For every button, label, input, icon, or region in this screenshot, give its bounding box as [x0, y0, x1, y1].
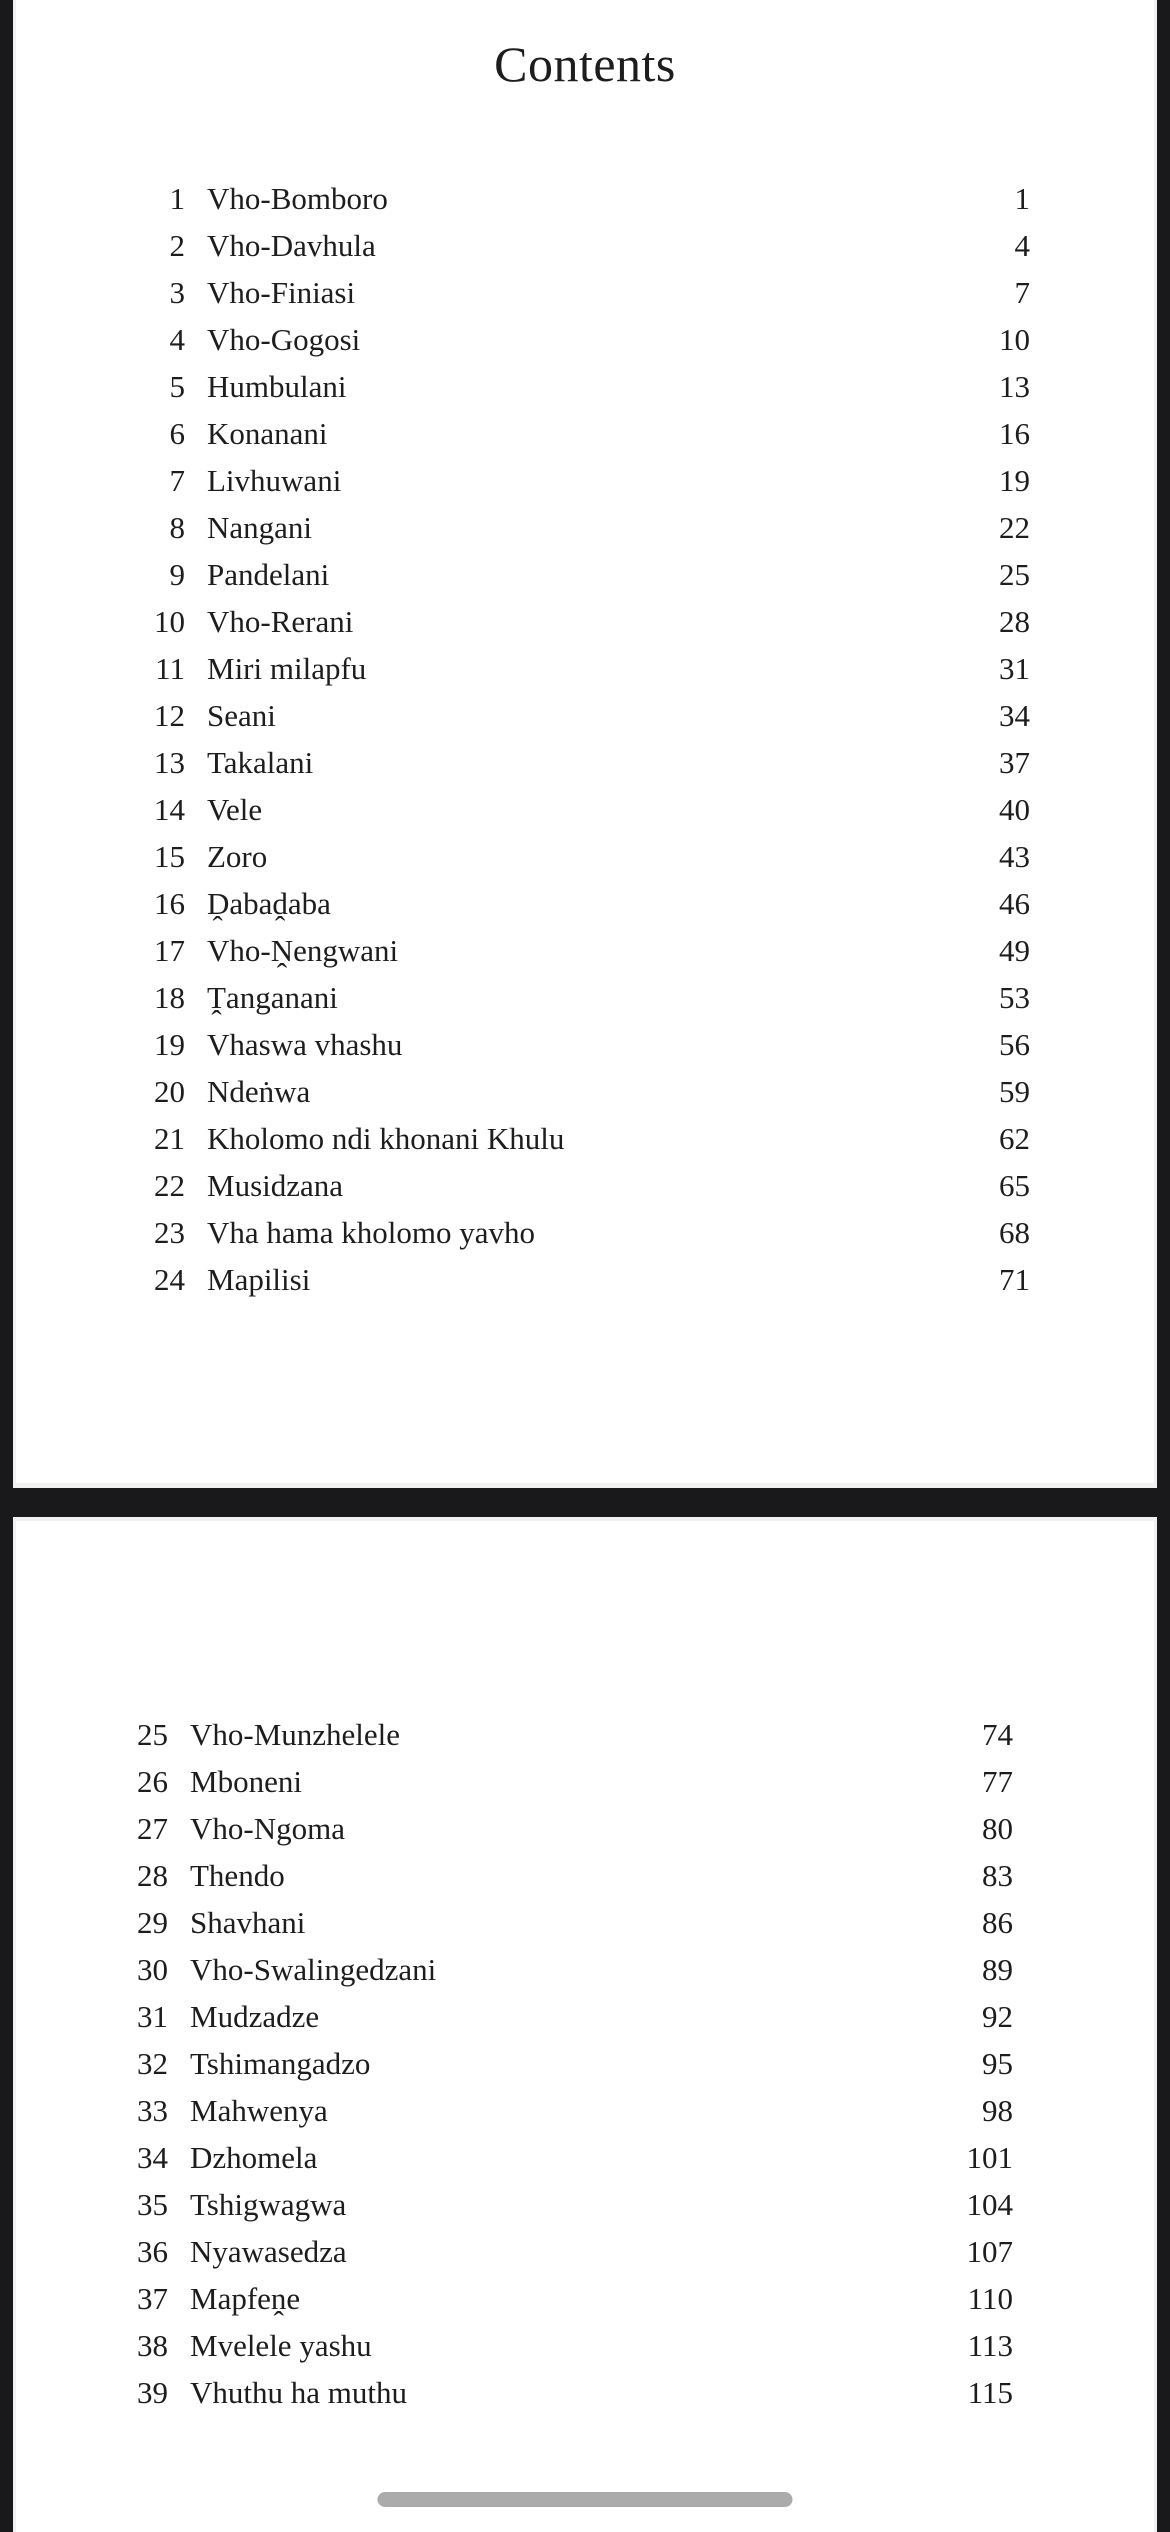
toc-entry[interactable] [115, 363, 1030, 410]
chapter-title: Mudzadze [190, 1999, 320, 2034]
toc-entry[interactable] [98, 2087, 1013, 2134]
chapter-title: Konanani [207, 416, 328, 451]
toc-entry[interactable] [115, 786, 1030, 833]
chapter-page-number: 28 [999, 604, 1030, 639]
chapter-number: 18 [154, 980, 185, 1015]
toc-entry[interactable] [115, 504, 1030, 551]
chapter-page-number: 115 [967, 2375, 1013, 2410]
chapter-number: 6 [169, 416, 185, 451]
chapter-number: 20 [154, 1074, 185, 1109]
chapter-title: Vho-Munzhelele [190, 1717, 401, 1752]
chapter-page-number: 1 [1014, 181, 1030, 216]
chapter-number: 14 [154, 792, 185, 827]
chapter-page-number: 80 [982, 1811, 1013, 1846]
chapter-number: 17 [154, 933, 185, 968]
toc-entry[interactable] [115, 175, 1030, 222]
toc-entry[interactable] [115, 598, 1030, 645]
toc-entry[interactable] [115, 1162, 1030, 1209]
contents-title: Contents [494, 36, 676, 92]
toc-entry[interactable] [115, 457, 1030, 504]
toc-entry[interactable] [115, 1209, 1030, 1256]
chapter-title: Vele [207, 792, 263, 827]
toc-entry[interactable] [98, 1993, 1013, 2040]
chapter-title: Ṱanganani [207, 980, 338, 1015]
toc-entry[interactable] [98, 1899, 1013, 1946]
chapter-page-number: 53 [999, 980, 1030, 1015]
chapter-page-number: 101 [966, 2140, 1013, 2175]
chapter-number: 7 [169, 463, 185, 498]
chapter-number: 16 [154, 886, 185, 921]
chapter-number: 23 [154, 1215, 185, 1250]
chapter-number: 2 [169, 228, 185, 263]
chapter-page-number: 83 [982, 1858, 1013, 1893]
chapter-number: 22 [154, 1168, 185, 1203]
chapter-title: Vho-Finiasi [207, 275, 356, 310]
chapter-title: Nangani [207, 510, 313, 545]
toc-entry[interactable] [98, 2275, 1013, 2322]
toc-entry[interactable] [115, 1068, 1030, 1115]
chapter-number: 25 [137, 1717, 168, 1752]
chapter-page-number: 77 [982, 1764, 1013, 1799]
chapter-number: 36 [137, 2234, 168, 2269]
chapter-number: 39 [137, 2375, 168, 2410]
chapter-page-number: 34 [999, 698, 1030, 733]
chapter-title: Vho-Swalingedzani [190, 1952, 437, 1987]
toc-entry[interactable] [115, 1115, 1030, 1162]
chapter-page-number: 56 [999, 1027, 1030, 1062]
toc-entry[interactable] [98, 1852, 1013, 1899]
chapter-page-number: 62 [999, 1121, 1030, 1156]
chapter-number: 13 [154, 745, 185, 780]
chapter-title: Dzhomela [190, 2140, 318, 2175]
chapter-page-number: 92 [982, 1999, 1013, 2034]
toc-entry[interactable] [115, 692, 1030, 739]
chapter-page-number: 59 [999, 1074, 1030, 1109]
chapter-number: 31 [137, 1999, 168, 2034]
chapter-title: Humbulani [207, 369, 347, 404]
chapter-title: Kholomo ndi khonani Khulu [207, 1121, 565, 1156]
chapter-page-number: 49 [999, 933, 1030, 968]
chapter-number: 19 [154, 1027, 185, 1062]
chapter-number: 29 [137, 1905, 168, 1940]
toc-entry[interactable] [98, 2040, 1013, 2087]
chapter-number: 34 [137, 2140, 168, 2175]
toc-entry[interactable] [115, 222, 1030, 269]
toc-entry[interactable] [115, 645, 1030, 692]
chapter-page-number: 95 [982, 2046, 1013, 2081]
chapter-page-number: 40 [999, 792, 1030, 827]
chapter-number: 12 [154, 698, 185, 733]
chapter-page-number: 10 [999, 322, 1030, 357]
toc-page-1[interactable] [13, 0, 1157, 1488]
chapter-page-number: 74 [982, 1717, 1013, 1752]
toc-page-2[interactable] [13, 1517, 1157, 2532]
toc-entry[interactable] [115, 410, 1030, 457]
chapter-title: Takalani [207, 745, 314, 780]
toc-entry[interactable] [115, 316, 1030, 363]
chapter-title: Mahwenya [190, 2093, 328, 2128]
chapter-number: 26 [137, 1764, 168, 1799]
chapter-title: Tshimangadzo [190, 2046, 371, 2081]
chapter-title: Seani [207, 698, 276, 733]
toc-entry[interactable] [98, 2181, 1013, 2228]
toc-entry[interactable] [98, 2369, 1013, 2416]
chapter-title: Vha hama kholomo yavho [207, 1215, 536, 1250]
chapter-page-number: 4 [1014, 228, 1030, 263]
toc-entry[interactable] [98, 2322, 1013, 2369]
chapter-title: Musidzana [207, 1168, 344, 1203]
toc-entry[interactable] [115, 1256, 1030, 1303]
chapter-number: 38 [137, 2328, 168, 2363]
toc-list-page-1 [16, 175, 1154, 1303]
chapter-page-number: 13 [999, 369, 1030, 404]
chapter-page-number: 25 [999, 557, 1030, 592]
chapter-number: 9 [169, 557, 185, 592]
chapter-number: 4 [169, 322, 185, 357]
chapter-page-number: 22 [999, 510, 1030, 545]
chapter-title: Mboneni [190, 1764, 302, 1799]
chapter-title: Nyawasedza [190, 2234, 347, 2269]
chapter-number: 5 [169, 369, 185, 404]
chapter-title: Vho-Ṋengwani [207, 933, 399, 968]
chapter-title: Shavhani [190, 1905, 306, 1940]
chapter-title: Thendo [190, 1858, 285, 1893]
chapter-page-number: 65 [999, 1168, 1030, 1203]
chapter-page-number: 68 [999, 1215, 1030, 1250]
chapter-title: Vho-Bomboro [207, 181, 388, 216]
chapter-title: Vho-Davhula [207, 228, 376, 263]
toc-list-page-2 [16, 1521, 1154, 2416]
home-indicator[interactable] [378, 2492, 793, 2507]
chapter-number: 24 [154, 1262, 185, 1297]
toc-entry[interactable] [115, 880, 1030, 927]
chapter-number: 32 [137, 2046, 168, 2081]
chapter-title: Livhuwani [207, 463, 342, 498]
chapter-title: Miri milapfu [207, 651, 367, 686]
chapter-number: 3 [169, 275, 185, 310]
chapter-title: Ndeṅwa [207, 1074, 311, 1109]
toc-entry[interactable] [98, 1946, 1013, 1993]
chapter-number: 27 [137, 1811, 168, 1846]
chapter-title: Zoro [207, 839, 268, 874]
chapter-title: Mvelele yashu [190, 2328, 372, 2363]
chapter-number: 33 [137, 2093, 168, 2128]
toc-entry[interactable] [98, 1805, 1013, 1852]
chapter-page-number: 43 [999, 839, 1030, 874]
chapter-title: Mapilisi [207, 1262, 311, 1297]
chapter-title: Vho-Ngoma [190, 1811, 345, 1846]
chapter-title: Vho-Rerani [207, 604, 354, 639]
chapter-page-number: 113 [967, 2328, 1013, 2363]
chapter-title: Pandelani [207, 557, 330, 592]
toc-entry[interactable] [115, 551, 1030, 598]
toc-entry[interactable] [115, 269, 1030, 316]
chapter-number: 8 [169, 510, 185, 545]
chapter-number: 28 [137, 1858, 168, 1893]
chapter-number: 15 [154, 839, 185, 874]
chapter-title: Mapfeṋe [190, 2281, 301, 2316]
chapter-page-number: 19 [999, 463, 1030, 498]
toc-entry[interactable] [98, 2228, 1013, 2275]
chapter-page-number: 7 [1014, 275, 1030, 310]
chapter-page-number: 71 [999, 1262, 1030, 1297]
toc-entry[interactable] [98, 1758, 1013, 1805]
chapter-number: 10 [154, 604, 185, 639]
chapter-number: 35 [137, 2187, 168, 2222]
chapter-number: 1 [169, 181, 185, 216]
toc-entry[interactable] [115, 833, 1030, 880]
chapter-page-number: 86 [982, 1905, 1013, 1940]
chapter-page-number: 98 [982, 2093, 1013, 2128]
chapter-title: Tshigwagwa [190, 2187, 347, 2222]
chapter-page-number: 107 [966, 2234, 1013, 2269]
chapter-title: Vhuthu ha muthu [190, 2375, 407, 2410]
chapter-number: 11 [155, 651, 185, 686]
toc-entry[interactable] [115, 927, 1030, 974]
toc-entry[interactable] [115, 974, 1030, 1021]
toc-entry[interactable] [98, 2134, 1013, 2181]
toc-entry[interactable] [115, 1021, 1030, 1068]
chapter-page-number: 110 [967, 2281, 1013, 2316]
chapter-number: 21 [154, 1121, 185, 1156]
chapter-title: Vho-Gogosi [207, 322, 361, 357]
toc-entry[interactable] [98, 1711, 1013, 1758]
chapter-number: 30 [137, 1952, 168, 1987]
chapter-page-number: 16 [999, 416, 1030, 451]
chapter-page-number: 31 [999, 651, 1030, 686]
chapter-page-number: 46 [999, 886, 1030, 921]
toc-entry[interactable] [115, 739, 1030, 786]
chapter-title: Ḓabaḓaba [207, 886, 331, 921]
chapter-page-number: 89 [982, 1952, 1013, 1987]
chapter-number: 37 [137, 2281, 168, 2316]
chapter-page-number: 104 [966, 2187, 1013, 2222]
chapter-page-number: 37 [999, 745, 1030, 780]
chapter-title: Vhaswa vhashu [207, 1027, 403, 1062]
